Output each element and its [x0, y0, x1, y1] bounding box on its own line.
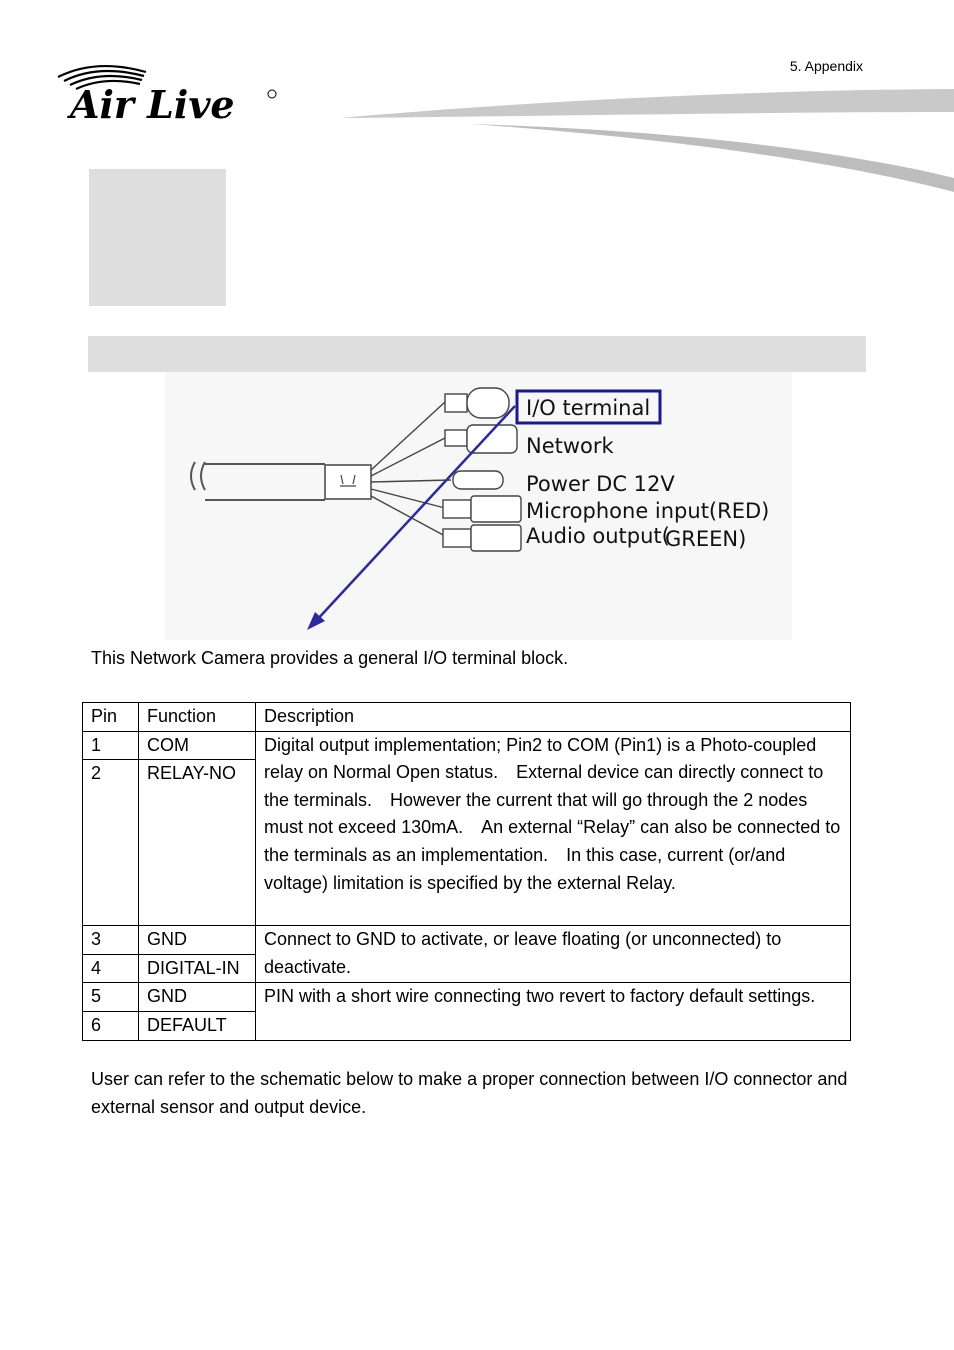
section-heading-bar: [88, 336, 866, 372]
io-terminal-diagram: [165, 372, 792, 640]
pin-cell: 1: [83, 731, 139, 760]
header-swoosh: [340, 80, 954, 200]
pin-cell: 2: [83, 760, 139, 926]
pin-cell: 4: [83, 954, 139, 983]
audio-label-2: GREEN): [665, 527, 747, 551]
network-label: Network: [526, 434, 614, 458]
function-cell: COM: [139, 731, 256, 760]
pin-cell: 6: [83, 1011, 139, 1040]
header-function: Function: [139, 703, 256, 732]
power-label: Power DC 12V: [526, 472, 675, 496]
function-cell: DIGITAL-IN: [139, 954, 256, 983]
table-row: [83, 983, 851, 1012]
audio-label: Audio output(: [526, 524, 670, 548]
logo-wordmark: Air Live: [70, 82, 235, 125]
section-label: 5. Appendix: [789, 58, 863, 74]
pin-cell: 5: [83, 983, 139, 1012]
header-pin: Pin: [83, 703, 139, 732]
function-cell: GND: [139, 983, 256, 1012]
header-description: Description: [256, 703, 851, 732]
io-pin-table: [82, 702, 851, 1041]
description-cell: Digital output implementation; Pin2 to COM (Pin1) is a Photo-coupled relay on Normal Open status. External device can directly connect to the terminals. However the current that will go through the 2 nodes must not exceed 130mA. An external “Relay” can also be connected to the terminals as an implementation. In this case, current (or/and voltage) limitation is specified by the external Relay.: [256, 731, 851, 926]
pin-cell: 3: [83, 926, 139, 955]
airlive-logo: [56, 60, 281, 125]
description-cell: Connect to GND to activate, or leave floating (or unconnected) to deactivate.: [256, 926, 851, 983]
chapter-box: [89, 169, 226, 306]
function-cell: GND: [139, 926, 256, 955]
intro-text: This Network Camera provides a general I/O terminal block.: [91, 648, 569, 668]
function-cell: DEFAULT: [139, 1011, 256, 1040]
mic-label: Microphone input(RED): [526, 499, 770, 523]
table-row: [83, 731, 851, 760]
description-cell: PIN with a short wire connecting two revert to factory default settings.: [256, 983, 851, 1040]
table-row: [83, 926, 851, 955]
io-terminal-label: I/O terminal: [526, 396, 651, 420]
schematic-reference-text: User can refer to the schematic below to make a proper connection between I/O connector and external sensor and output device.: [91, 1069, 848, 1117]
function-cell: RELAY-NO: [139, 760, 256, 926]
table-header-row: [83, 703, 851, 732]
